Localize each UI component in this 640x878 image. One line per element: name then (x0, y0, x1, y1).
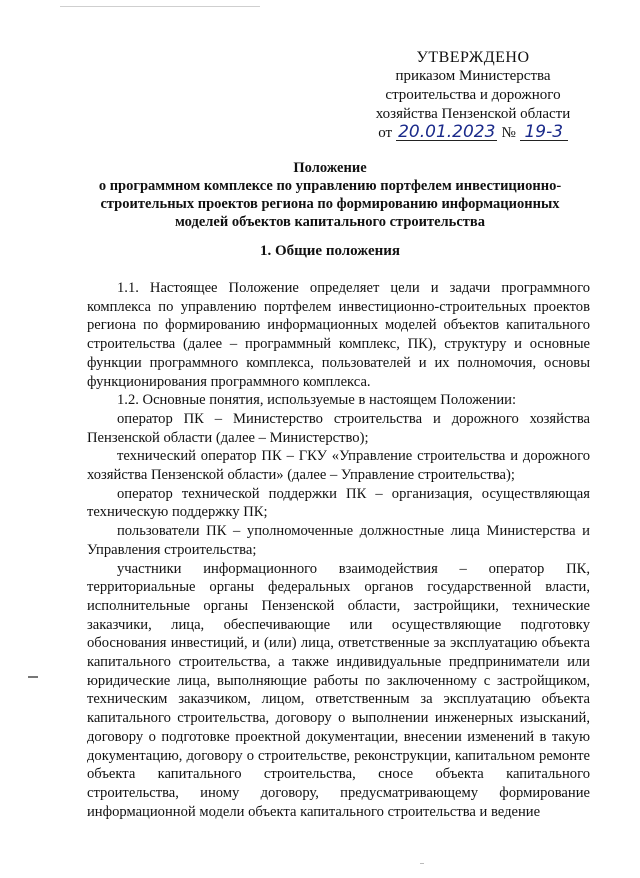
paragraph: оператор ПК – Министерство строительства и дорожного хозяйства Пензенской области (далее – Министерство); (87, 410, 590, 446)
handwritten-date: 20.01.2023 (398, 122, 496, 142)
paragraph: технический оператор ПК – ГКУ «Управление строительства и дорожного хозяйства Пензенской области» (далее – Управление строительства); (87, 448, 590, 484)
paragraph: 1.1. Настоящее Положение определяет цели и задачи программного комплекса по управлению портфелем инвестиционно-строительных проектов региона по формированию информационных моделей объектов капитального строительства (далее – программный комплекс, ПК), структуру и основные функции программного комплекса, пользователей и их полномочия, основы функционирования программного комплекса. (87, 280, 590, 390)
approval-line-3: хозяйства Пензенской области (375, 106, 571, 122)
number-sign: № (501, 125, 516, 141)
title-line-1: Положение (293, 160, 367, 176)
section-heading: 1. Общие положения (259, 243, 401, 259)
approval-date-row (348, 124, 598, 143)
approval-line-1: приказом Министерства (395, 68, 551, 84)
paragraph: 1.2. Основные понятия, используемые в настоящем Положении: (117, 392, 516, 409)
paragraph: участники информационного взаимодействия – оператор ПК, территориальные органы федеральных органов государственной власти, исполнительные органы Пензенской области, застройщики, технические заказчики, лица, обеспечивающие или осуществляющие подготовку обоснования инвестиций, и (или) лица, ответственные за эксплуатацию объекта капитального строительства, а также индивидуальные предприниматели или юридические лица, выполняющие работы по заключенному с застройщиком, техническим заказчиком, лицом, ответственным за эксплуатацию объекта капитального строительства, договору о выполнении инженерных изысканий, договору о подготовке проектной документации, внесении изменений в такую документацию, договору о строительстве, реконструкции, капитальном ремонте объекта капитального строительства, сносе объекта капитального строительства, иному договору, предусматривающему формирование информационной модели объекта капитального строительства и ведение (87, 560, 590, 820)
document-body (87, 279, 590, 821)
scan-artifact-mark (28, 676, 38, 678)
scan-artifact-line (60, 6, 260, 7)
date-prefix: от (378, 125, 393, 141)
paragraph: пользователи ПК – уполномоченные должностные лица Министерства и Управления строительства; (87, 523, 590, 558)
approval-stamp: УТВЕРЖДЕНО (416, 49, 530, 66)
approval-line-2: строительства и дорожного (385, 87, 561, 103)
approval-block (348, 48, 598, 143)
scan-artifact-dot (420, 863, 424, 864)
title-line-2: о программном комплексе по управлению портфелем инвестиционно-строительных проектов региона по формированию информационных моделей объектов капитального строительства (98, 178, 562, 230)
handwritten-number: 19-3 (520, 124, 568, 141)
paragraph: оператор технической поддержки ПК – организация, осуществляющая техническую поддержку ПК; (87, 485, 590, 521)
document-title (80, 159, 580, 231)
